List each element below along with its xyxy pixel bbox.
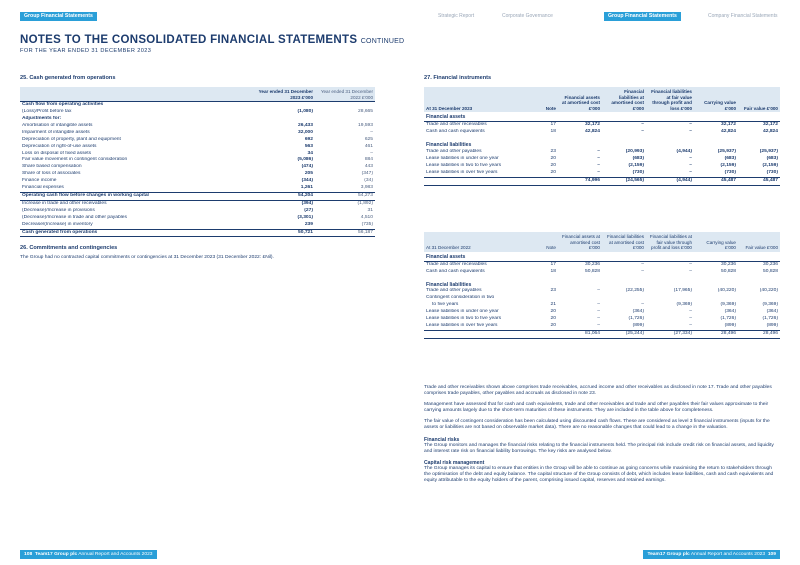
note27-heading: 27. Financial instruments [424,75,492,81]
fi-row-note: 18 [550,129,556,135]
fi-row-value [738,295,780,302]
note25-row-label: Loss on disposal of fixed assets [22,150,92,156]
fi-row-note: 17 [536,261,558,268]
note25-row-prior: 461 [364,143,373,149]
note25-row-current: (3,301) [297,214,313,220]
note25-row-prior: 54,273 [315,192,375,200]
fi-row-value: 32,172 [694,122,738,129]
note25-row [20,208,375,215]
fi-row-value: 30,236 [694,261,738,268]
note25-row [20,171,375,178]
fi-row [424,122,780,129]
note25-row-label: Financial expenses [22,185,64,191]
footer-left-page: 108 [24,552,33,557]
note26-heading: 26. Commitments and contingencies [20,245,118,251]
note25-row-label: Decrease/(Increase) in inventory [22,221,93,227]
fi-section-heading-row [424,140,780,149]
fi-col-header: Financial liabilities at amortised cost £'000 [602,232,646,252]
fi-total-value: 81,064 [558,330,602,338]
note27-paragraph-text: The fair value of contingent consideration has been calculated using discounted cash flows. These are considered as level 3 financial instruments (inputs for the assets or liabilities are not based on observable market data). There are no reasonable changes that could lead to a change in the valuation. [424,419,770,431]
financial-instruments-2023-table [424,87,780,186]
fi-row-value: 32,172 [738,122,780,129]
note25-row-prior: 443 [364,164,373,170]
fi-row-label: Trade and other receivables [424,261,536,268]
note25-row-prior: 31 [367,207,373,213]
note25-header-current: Year ended 31 December 2023 £'000 [255,87,315,102]
fi-row [424,269,780,276]
fi-row-label: Lease liabilities in under one year [426,155,499,161]
fi-row-value: – [597,169,600,175]
note25-row [20,164,375,171]
fi-row-note: 20 [550,155,556,161]
fi-total-value: 28,496 [694,330,738,338]
fi-total-label [424,330,536,338]
fi-row [424,295,780,302]
fi-row-value: (683) [724,155,736,161]
fi-section-title: Financial assets [426,114,466,121]
fi-section-title: Financial liabilities [426,281,472,288]
note25-heading: 25. Cash generated from operations [20,75,116,81]
fi-row-value: – [597,302,600,308]
note25-row-label: Operating cash flow before changes in working capital [20,192,255,200]
note26-text: The Group had no contracted capital commitments or contingencies at 31 December 2023 (31 December 2022: £Nil). [20,255,274,260]
note25-row [20,222,375,229]
note25-row-prior: 625 [364,136,373,142]
fi-row [424,302,780,309]
fi-row-value: 42,824 [763,129,778,135]
fi-row-note [536,295,558,302]
page-title [20,34,404,46]
fi-row [424,316,780,323]
fi-total-value: 28,496 [738,330,780,338]
fi-row-value: 50,828 [721,268,736,274]
fi-row [424,170,780,177]
note25-row [20,157,375,164]
note25-row-current: (394) [301,200,313,206]
fi-row [424,309,780,316]
fi-row-value: – [689,322,692,328]
fi-row-note: 20 [550,169,556,175]
fi-row-value: (17,965) [673,288,692,294]
fi-row-value: – [602,122,646,129]
fi-row-value: (1,726) [720,316,736,322]
fi-period-label: At 31 December 2022 [424,232,536,252]
note25-row-prior: (347) [361,171,373,177]
note25-row [20,200,375,207]
fi-row [424,156,780,163]
fi-row-value: – [689,169,692,175]
note25-row-prior: – [370,129,373,135]
note25-header-prior: Year ended 31 December 2022 £'000 [315,87,375,102]
fi-col-header: Financial liabilities at amortised cost £'000 [602,87,646,112]
fi-total-row [424,330,780,338]
note25-row-prior: 28,665 [358,109,373,115]
note25-row-label: Amortisation of intangible assets [22,122,93,128]
fi2023-body [424,112,780,185]
fi-section-title: Financial liabilities [426,142,472,149]
fi-row-label: Trade and other payables [426,149,482,154]
fi-col-header: Fair value £'000 [738,232,780,252]
fi-row-value: – [689,316,692,322]
fi-col-header: Fair value £'000 [738,87,780,112]
fi-row-value: – [689,129,692,135]
note25-row-prior [315,102,375,109]
fi-total-row [424,177,780,185]
fi-header-row [424,87,780,112]
fi-row-value [602,295,646,302]
fi-row-value: 42,824 [585,129,600,135]
note25-row [20,192,375,200]
fi-row-value: – [597,322,600,328]
note27-paragraph-heading: Capital risk management [424,459,485,466]
fi-row-value: – [646,122,694,129]
fi-row-value: 30,236 [558,261,602,268]
fi-row-value: (40,220) [717,288,736,294]
page-title-text: NOTES TO THE CONSOLIDATED FINANCIAL STATEMENTS [20,34,358,46]
fi-row-value: – [597,162,600,168]
fi-row-value [646,295,694,302]
fi2022-body [424,252,780,338]
note25-row-label: (Loss)/Profit before tax [22,109,72,115]
fi-row-note: 20 [550,316,556,322]
note25-row-current: 32,000 [298,129,313,135]
note25-row-prior: (735) [361,221,373,227]
fi-row [424,129,780,136]
note25-row-current: (344) [301,178,313,184]
fi-row-value: – [641,129,644,135]
fi-note-header: Note [536,232,558,252]
fi-row-label: Contingent consideration in two [426,295,495,301]
fi-row-value: (364) [632,309,644,315]
fi-col-header: Carrying value £'000 [694,232,738,252]
note25-row-current: (1,080) [297,109,313,115]
fi-row-label: Lease liabilities in under one year [426,309,499,315]
fi-row-note: 20 [550,162,556,168]
note25-row [20,229,375,237]
note25-row-label: Share of loss of associates [22,171,81,177]
fi2022-header [424,232,780,252]
fi-section-title: Financial assets [426,253,466,260]
fi-row-value: (25,937) [759,149,778,154]
fi-row-value: 50,828 [585,268,600,274]
note27-paragraph [424,437,780,455]
fi-total-value: (4,944) [646,177,694,185]
fi-row-value: – [689,309,692,315]
fi-total-value: (24,565) [602,177,646,185]
note25-row-label: Increase in trade and other receivables [22,200,107,206]
note25-row-label: Cash flow from operating activities [20,102,255,109]
note25-row [20,109,375,116]
fi-row-note: 20 [550,309,556,315]
fi-row-note: 21 [550,302,556,308]
fi-row-label: to five years [432,302,459,308]
note27-paragraphs [424,385,780,489]
fi-total-note [536,177,558,185]
nav-corporate-governance[interactable]: Corporate Governance [502,13,553,19]
note25-row-label: Finance income [22,178,57,184]
fi-row-value: (25,937) [717,149,736,154]
note27-paragraph-text: The Group manages its capital to ensure that entities in the Group will be able to continue as going concerns while maximising the return to stakeholders through the optimisation of the debt and equity balance. The capital structure of the Group consists of debt, which includes lease liabilities, cash and cash equivalents and equity attributable to the equity holders of the parent, comprising issued capital, reserves and retained earnings. [424,465,774,484]
fi-row-note: 18 [550,268,556,274]
note25-row-label: (Decrease)/Increase in trade and other payables [22,214,127,220]
fi-row-value: (730) [766,169,778,175]
fi-row-label: Lease liabilities in over five years [426,322,498,328]
note25-row-prior: (34) [364,178,373,184]
note25-row-current: 54,204 [255,192,315,200]
note25-row [20,137,375,144]
note25-row-current: 239 [304,221,313,227]
fi-row-value: (899) [632,322,644,328]
note27-paragraph [424,402,780,414]
fi-row-value: 50,828 [763,268,778,274]
note25-row-current: 563 [304,143,313,149]
fi-row-value: (22,255) [625,288,644,294]
note27-paragraph-text: The Group monitors and manages the financial risks relating to the financial instruments held. The principal risk include credit risk on financial assets, and liquidity and interest rate risk on financial liability borrowings. The key risks are analysed below. [424,442,774,454]
fi-row-value: (683) [632,155,644,161]
fi-col-header: Carrying value £'000 [694,87,738,112]
fi-total-value: 74,996 [558,177,602,185]
fi-row [424,149,780,156]
fi-section-heading-row [424,112,780,121]
note25-row-label: Depreciation of right-of-use assets [22,143,97,149]
fi-row-value: (364) [724,309,736,315]
fi-row [424,163,780,170]
cash-generated-table [20,87,375,237]
fi-total-note [536,330,558,338]
fi-row-value: (2,159) [628,162,644,168]
fi-row-value: (9,369) [720,302,736,308]
fi-row-value: – [689,155,692,161]
note25-row-prior: 56,187 [315,229,375,237]
fi-row-value [694,295,738,302]
page-subtitle: FOR THE YEAR ENDED 31 DECEMBER 2023 [20,48,152,54]
note25-row-label: Adjustments for: [22,116,62,121]
footer-left [20,542,157,557]
fi-row-value: – [641,302,644,308]
note25-row-current: 1,261 [300,185,313,191]
fi-row-value: (20,993) [625,149,644,154]
fi-row-value: (9,369) [762,302,778,308]
note25-row-current: 50,721 [255,229,315,237]
note25-body [20,102,375,237]
note25-row-current: 26,433 [298,122,313,128]
fi-row-value: (683) [766,155,778,161]
fi-row-note: 23 [550,288,556,294]
fi-row-value: 32,172 [558,122,602,129]
fi-note-header: Note [536,87,558,112]
fi-row-value: (4,944) [676,149,692,154]
fi-row-value: – [597,155,600,161]
note25-row-prior: 19,593 [358,122,373,128]
note25-row [20,185,375,192]
fi-col-header: Financial liabilities at fair value through profit and loss £'000 [646,87,694,112]
fi-row [424,261,780,268]
note25-row-label: Fair value movement in contingent consideration [22,157,128,163]
fi-total-label [424,177,536,185]
fi-header-row [424,232,780,252]
note25-row-prior: 3,983 [360,185,373,191]
fi-row-value: 30,236 [738,261,780,268]
note25-row-prior: (1,892) [357,200,373,206]
footer-right-page: 109 [767,552,776,557]
fi-row-label: Trade and other payables [426,288,482,294]
fi-row-label: Trade and other receivables [424,122,536,129]
footer-right-box [643,550,780,559]
note27-paragraph [424,460,780,484]
fi-row-note: 20 [550,322,556,328]
note25-row [20,102,375,109]
note27-paragraph-heading: Financial risks [424,436,460,443]
note25-header-label [20,87,255,102]
fi-total-value: 45,487 [694,177,738,185]
page-title-suffix: CONTINUED [360,38,405,45]
note25-row-current: 34 [307,150,313,156]
fi-row-value: (1,726) [762,316,778,322]
fi-row-label: Lease liabilities in two to five years [426,162,502,168]
note27-paragraph-text: Management have assessed that for cash and cash equivalents, trade and other receivables and trade and other payables their fair values approximate to their carrying amounts largely due to the short-term maturities of these instruments. They are included in the table above for completeness. [424,402,769,414]
fi-row-value: – [597,288,600,294]
note25-row-prior: 4,510 [360,214,373,220]
note25-row-current [255,116,315,123]
note27-paragraph-text: Trade and other receivables shown above comprises trade receivables, accrued income and other receivables as disclosed in note 17. Trade and other payables comprises trade payables, other payables and accruals as disclosed in note 23. [424,385,772,397]
section-tag-left: Group Financial Statements [20,12,97,21]
note25-row-label: (Decrease)/Increase in provisions [22,207,95,213]
fi-total-value: (25,244) [602,330,646,338]
note25-row-prior: – [370,150,373,156]
fi-row-note: 17 [536,122,558,129]
fi-col-header: Financial assets at amortised cost £'000 [558,87,602,112]
fi-row-value: (730) [724,169,736,175]
note25-row-prior: 884 [364,157,373,163]
fi-row-value: – [597,149,600,154]
fi-row-value: (364) [766,309,778,315]
note25-row-prior [315,116,375,123]
fi-row-value: – [597,309,600,315]
footer-left-company: Team17 Group plc [34,552,78,557]
note25-row [20,116,375,123]
fi-row-value: 42,824 [721,129,736,135]
fi2023-header [424,87,780,112]
fi-row-label: Lease liabilities in over five years [426,169,498,175]
fi-col-header: Financial assets at amortised cost £'000 [558,232,602,252]
note25-row-current [255,102,315,109]
fi-row-label: Cash and cash equivalents [426,129,485,135]
fi-row-value: (9,369) [676,302,692,308]
note25-row-current: (5,086) [297,157,313,163]
fi-row-value: – [646,261,694,268]
fi-row-value: (1,726) [628,316,644,322]
fi-section-heading-row [424,252,780,261]
nav-group-financial-statements[interactable]: Group Financial Statements [604,12,681,21]
note25-row [20,144,375,151]
note25-row-current: (27) [304,207,313,213]
fi-row-value: (40,220) [759,288,778,294]
note25-row [20,151,375,158]
note27-paragraph [424,419,780,431]
fi-row-value: – [689,162,692,168]
fi-row-value: (2,159) [762,162,778,168]
note25-row-current: 692 [304,136,313,142]
fi-row-value: (730) [632,169,644,175]
footer-right [643,542,780,557]
fi-row-value: (899) [724,322,736,328]
footer-right-company: Team17 Group plc [647,552,690,557]
note25-row-label: Share based compensation [22,164,82,170]
fi-row-value: – [597,316,600,322]
note27-paragraph [424,385,780,397]
footer-left-report: Annual Report and Accounts 2023 [78,552,153,557]
fi-row-label: Lease liabilities in two to five years [426,316,502,322]
note25-row [20,178,375,185]
fi-row-value: (2,159) [720,162,736,168]
note25-row-current: 205 [304,171,313,177]
header-bar [20,12,780,21]
fi-row [424,288,780,295]
fi-row-value: – [689,268,692,274]
note25-row-label: Cash generated from operations [20,229,255,237]
fi-row-value: – [602,261,646,268]
nav-strategic-report[interactable]: Strategic Report [438,13,475,19]
fi-row-note: 23 [550,149,556,154]
fi-section-heading-row [424,280,780,289]
footer-left-box [20,550,157,559]
note25-row-current: (474) [301,164,313,170]
financial-instruments-2022-table [424,232,780,339]
note25-row-label: Depreciation of property, plant and equipment [22,136,121,142]
fi-row [424,323,780,330]
note25-row [20,130,375,137]
fi-row-value [558,295,602,302]
fi-col-header: Financial liabilities at fair value through profit and loss £'000 [646,232,694,252]
fi-row-value: (899) [766,322,778,328]
nav-company-financial-statements[interactable]: Company Financial Statements [708,13,778,19]
fi-row-value: – [641,268,644,274]
footer-right-report: Annual Report and Accounts 2023 [690,552,766,557]
fi-total-value: 45,487 [738,177,780,185]
note25-row [20,215,375,222]
note25-row-label: Impairment of intangible assets [22,129,90,135]
fi-total-value: (27,334) [646,330,694,338]
fi-row-label: Cash and cash equivalents [426,268,485,274]
note25-row [20,123,375,130]
fi-period-label: At 31 December 2023 [424,87,536,112]
